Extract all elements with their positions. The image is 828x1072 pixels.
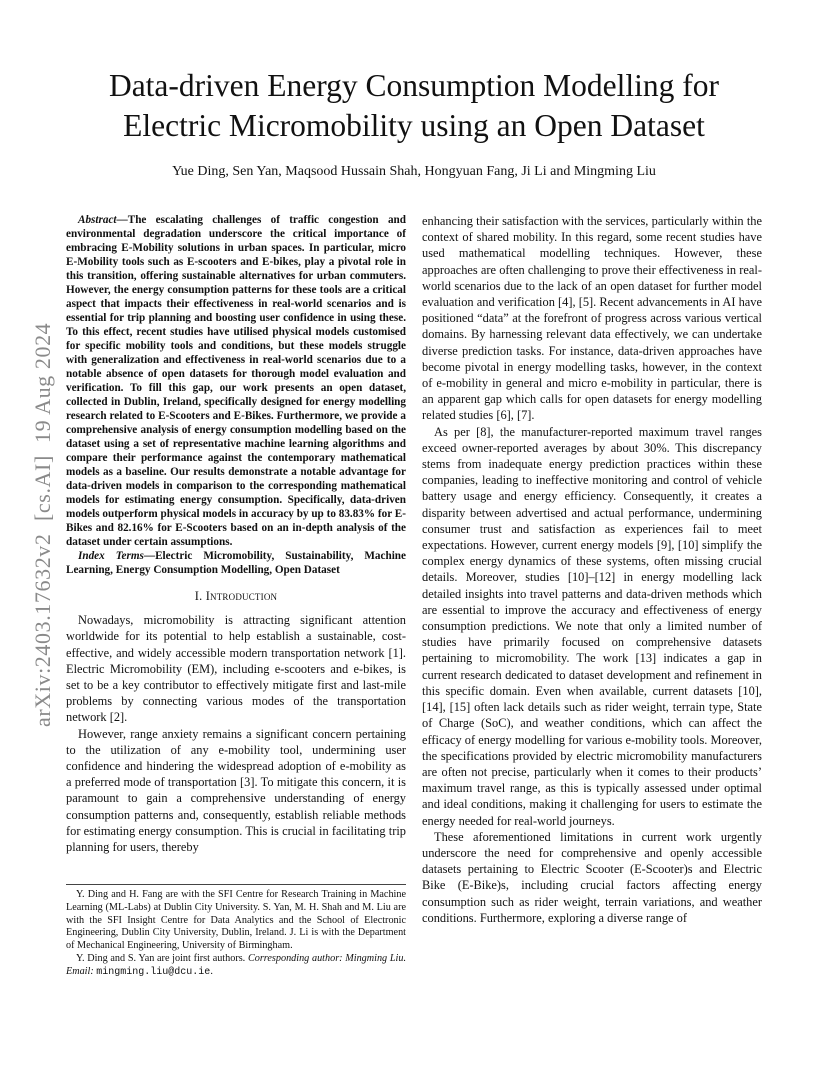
author-email: mingming.liu@dcu.ie bbox=[96, 966, 211, 978]
body-paragraph: Nowadays, micromobility is attracting significant attention worldwide for its potential to help establish a sustainable, cost-effective, and widely accessible modern transportation network [1]. Electric Micromobility (EM), including e-scooters and e-bikes, is set to be a key contributor to effectively mitigate first and last-mile problems by connecting various modes of the transportation network [2]. bbox=[66, 613, 406, 725]
footnote-end: . bbox=[210, 965, 213, 977]
left-column bbox=[66, 213, 406, 855]
abstract-label: Abstract bbox=[78, 214, 117, 226]
body-paragraph: As per [8], the manufacturer-reported maximum travel ranges exceed owner-reported averages by about 30%. This discrepancy stems from inadequate energy prediction practices within these companies, leading to ineffective monitoring and control of vehicle battery usage and energy efficiency. Consequently, it creates a disparity between advertised and actual performance, undermining consumer trust and satisfaction as experiences fail to meet expectations. However, current energy models [9], [10] simplify the complex energy dynamics of these systems, often missing crucial details. Moreover, studies [10]–[12] in energy modelling lack detailed insights into travel patterns and data-driven methods which are essential to improve the accuracy and effectiveness of energy consumption predictions. We note that only a limited number of studies have primarily focused on comprehensive datasets pertaining to micromobility. The work [13] indicates a gap in current research dedicated to dataset development and refinement in this specific domain. Even when available, current datasets [10], [14], [15] often lack details such as rider weight, terrain type, State of Charge (SoC), and weather conditions, which can affect the efficacy of energy modelling for various e-mobility tools. Moreover, the specifications provided by electric micromobility manufacturers are often not precise, particularly when it comes to their products’ maximum travel range, as this is typically assessed under optimal and ideal conditions, making it challenging for users to estimate the energy needed for real-world journeys. bbox=[422, 424, 762, 828]
footnotes bbox=[66, 884, 406, 980]
index-terms bbox=[66, 549, 406, 577]
arxiv-watermark bbox=[28, 290, 58, 760]
corresponding-author-label: Corresponding author: Mingming Liu. Email: bbox=[66, 952, 406, 977]
body-paragraph: However, range anxiety remains a significant concern pertaining to the utilization of any e-mobility tool, undermining user confidence and hindering the widespread adoption of e-mobility as a preferred mode of transportation [3]. To mitigate this concern, it is paramount to gain a comprehensive understanding of energy consumption patterns and, consequently, establish reliable methods for estimating energy consumption. This is crucial in facilitating trip planning for users, thereby bbox=[66, 726, 406, 855]
author-list: Yue Ding, Sen Yan, Maqsood Hussain Shah, Hongyuan Fang, Ji Li and Mingming Liu bbox=[172, 164, 656, 179]
section-number: I. bbox=[194, 589, 203, 603]
section-heading bbox=[66, 588, 406, 604]
abstract-text: —The escalating challenges of traffic congestion and environmental degradation underscore the critical importance of embracing E-Mobility solutions in urban spaces. In particular, micro E-Mobility tools such as E-scooters and E-bikes, play a pivotal role in this transition, offering sustainable alternatives for urban commuters. However, the energy consumption patterns for these tools are a critical aspect that impacts their effectiveness in real-world scenarios and is essential for trip planning and boosting user confidence in using these. To this effect, recent studies have utilised physical models customised for specific mobility tools and conditions, but these models struggle with generalization and effectiveness in real-world scenarios due to a notable absence of open datasets for thorough model evaluation and verification. To fill this gap, our work presents an open dataset, collected in Dublin, Ireland, specifically designed for energy modelling research related to E-Scooters and E-Bikes. Furthermore, we provide a comprehensive analysis of energy consumption modelling based on the dataset using a set of representative machine learning algorithms and compare their performance against the contemporary mathematical models as a baseline. Our results demonstrate a notable advantage for data-driven models in comparison to the corresponding mathematical models for estimating energy consumption. Specifically, data-driven models outperform physical models in accuracy by up to 83.83% for E-Bikes and 82.16% for E-Scooters based on an in-depth analysis of the dataset under certain assumptions. bbox=[66, 214, 406, 548]
abstract bbox=[66, 213, 406, 549]
section-title: Introduction bbox=[205, 589, 278, 603]
arxiv-category: [cs.AI] bbox=[30, 455, 55, 522]
paper-title bbox=[60, 66, 768, 146]
title-line-2: Electric Micromobility using an Open Dataset bbox=[123, 108, 705, 143]
right-column bbox=[422, 213, 762, 926]
footnote-corresponding bbox=[66, 953, 406, 980]
index-terms-label: Index Terms bbox=[78, 550, 144, 562]
footnote-affiliations: Y. Ding and H. Fang are with the SFI Centre for Research Training in Machine Learning (ML-Labs) at Dublin City University. S. Yan, M. H. Shah and M. Liu are with the SFI Insight Centre for Data Analytics and the School of Electronic Engineering, Dublin City University, Dublin, Ireland. J. Li is with the Department of Mechanical Engineering, University of Birmingham. bbox=[66, 889, 406, 952]
arxiv-id: arXiv:2403.17632v2 bbox=[30, 533, 55, 727]
arxiv-date: 19 Aug 2024 bbox=[30, 323, 55, 444]
title-line-1: Data-driven Energy Consumption Modelling for bbox=[108, 68, 720, 103]
index-terms-text: —Electric Micromobility, Sustainability, Machine Learning, Energy Consumption Modelling, Open Dataset bbox=[66, 550, 406, 576]
footnote-joint-authors: Y. Ding and S. Yan are joint first authors. bbox=[76, 952, 248, 964]
body-paragraph: enhancing their satisfaction with the services, particularly within the context of shared mobility. In this regard, some recent studies have used mathematical modelling techniques. However, these approaches are often challenging to prove their effectiveness in real-world scenarios due to the lack of an open dataset for further model evaluation and verification [4], [5]. Recent advancements in AI have positioned “data” at the forefront of progress across various vertical domains. By harnessing relevant data effectively, we can undertake diverse prediction tasks. For instance, data-driven approaches have become pivotal in energy modelling tasks, however, in the context of e-mobility in general and micro e-mobility in particular, there is an apparent gap which calls for open datasets for energy modelling related studies [6], [7]. bbox=[422, 214, 762, 423]
body-paragraph: These aforementioned limitations in current work urgently underscore the need for comprehensive and openly accessible datasets pertaining to Electric Scooter (E-Scooter)s and Electric Bike (E-Bike)s, including crucial factors affecting energy consumption such as rider weight, terrain variations, and weather conditions. Furthermore, exploring a diverse range of bbox=[422, 829, 762, 925]
